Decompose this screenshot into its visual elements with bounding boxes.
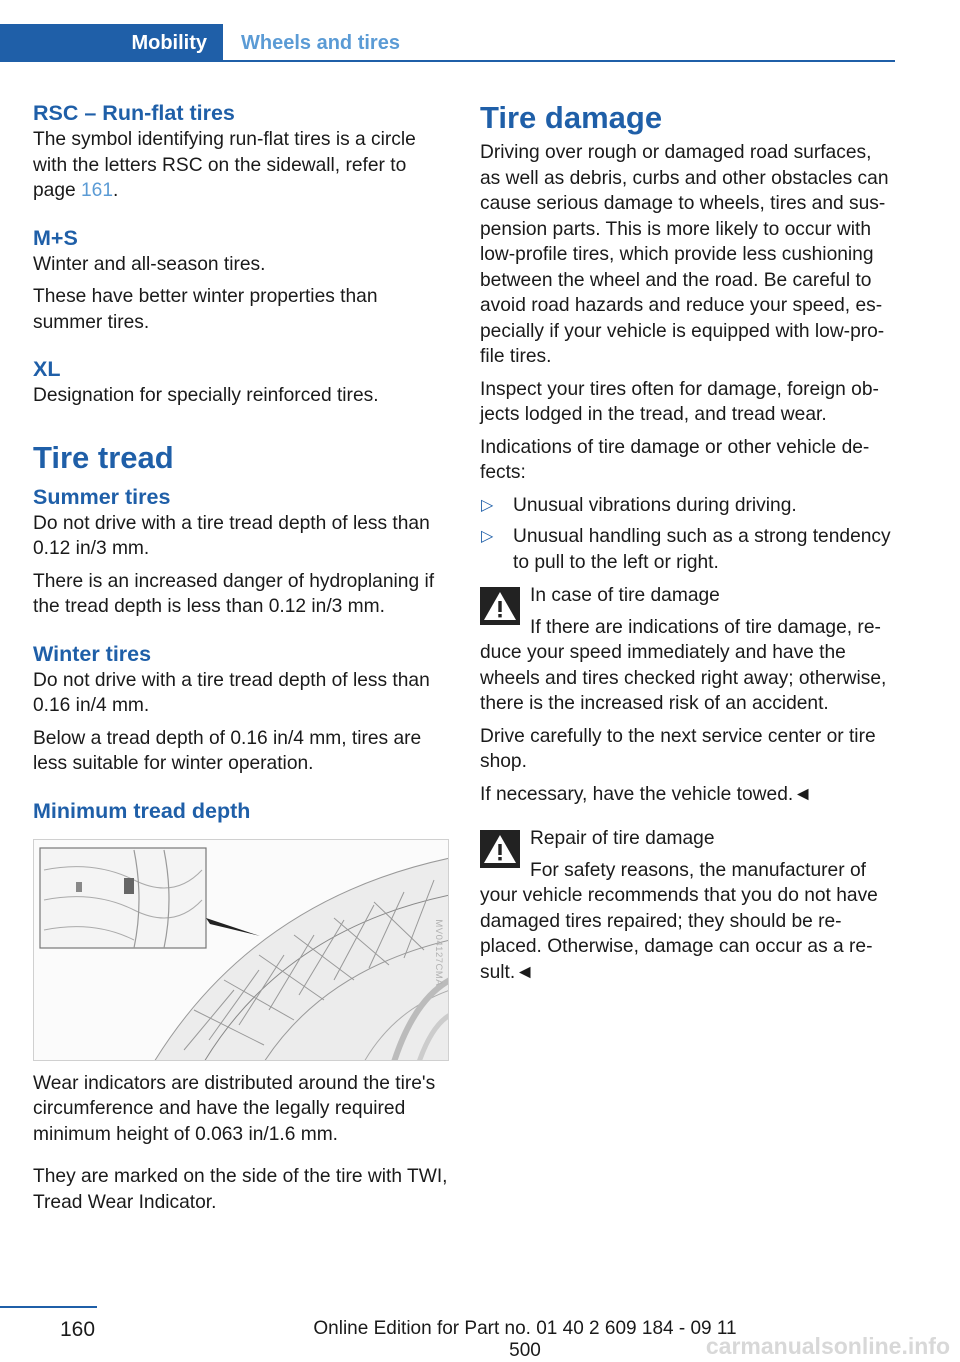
warning-repair: [480, 826, 896, 985]
tire-tread-figure: [33, 839, 449, 1061]
warning-triangle-icon: [480, 587, 520, 625]
wear-paragraph-2: They are marked on the side of the tire with TWI, Tread Wear Indicator.: [33, 1166, 448, 1213]
warning-paragraph-2: Drive carefully to the next service center or tire shop.: [480, 725, 876, 772]
page-header: [0, 24, 895, 62]
list-item-text: Unusual handling such as a strong tendency to pull to the left or right.: [513, 526, 891, 573]
warning-title: Repair of tire damage: [530, 828, 715, 849]
damage-paragraph-2: Inspect your tires often for damage, foreign ob-jects lodged in the tread, and tread wear.: [480, 378, 879, 425]
warning-title: In case of tire damage: [530, 585, 720, 606]
section-tab-mobility: Mobility: [0, 24, 223, 62]
page-number: 160: [60, 1318, 96, 1341]
warning-paragraph-1: If there are indications of tire damage, re-duce your speed immediately and have the wheels and tires checked right away; otherwise, there is the increased risk of an accident.: [480, 616, 887, 714]
rsc-text-end: .: [113, 180, 119, 201]
bullet-triangle-icon: ▷: [481, 496, 494, 514]
tire-tread-heading: Tire tread: [33, 439, 174, 475]
figure-code: MV04127CMA: [433, 918, 445, 986]
summer-paragraph-2: There is an increased danger of hydroplaning if the tread depth is less than 0.12 in/3 mm.: [33, 570, 435, 617]
damage-paragraph-1: Driving over rough or damaged road surfaces, as well as debris, curbs and other obstacles can cause serious damage to wheels, tires and sus-pension parts. This is more likely to occur with low-profile tires, which provide less cushioning between the wheel and the road. Be careful to avoid road hazards and reduce your speed, es-pecially if your vehicle is equipped with low-pro-file tires.: [480, 142, 889, 367]
list-item-text: Unusual vibrations during driving.: [513, 494, 797, 516]
damage-paragraph-3: Indications of tire damage or other vehicle de-fects:: [480, 436, 870, 483]
rsc-text: The symbol identifying run-flat tires is a circle with the letters RSC on the sidewall, refer to page: [33, 129, 416, 201]
summer-tires-heading: Summer tires: [33, 484, 171, 509]
winter-paragraph-2: Below a tread depth of 0.16 in/4 mm, tires are less suitable for winter operation.: [33, 727, 422, 774]
left-column: [33, 100, 449, 1222]
footer-rule: [0, 1306, 97, 1308]
summer-paragraph-1: Do not drive with a tire tread depth of less than 0.12 in/3 mm.: [33, 512, 430, 559]
wear-paragraph-1: Wear indicators are distributed around the tire's circumference and have the legally required minimum height of 0.063 in/1.6 mm.: [33, 1072, 436, 1145]
ms-paragraph-2: These have better winter properties than summer tires.: [33, 286, 378, 333]
ms-heading: M+S: [33, 225, 78, 250]
rsc-paragraph: [33, 127, 449, 204]
warning-tire-damage: [480, 583, 896, 807]
chapter-tab-wheels-and-tires: Wheels and tires: [241, 31, 400, 54]
tire-damage-heading: Tire damage: [480, 100, 663, 135]
damage-indications-list: [480, 493, 896, 576]
winter-paragraph-1: Do not drive with a tire tread depth of less than 0.16 in/4 mm.: [33, 669, 430, 716]
rsc-heading: RSC – Run-flat tires: [33, 101, 235, 125]
list-item: [480, 524, 896, 575]
site-watermark: carmanualsonline.info: [705, 1333, 950, 1359]
ms-paragraph-1: Winter and all-season tires.: [33, 253, 266, 275]
header-rule: [0, 60, 895, 62]
warning-triangle-icon: [480, 830, 520, 868]
list-item: [480, 493, 896, 519]
xl-paragraph: Designation for specially reinforced tires.: [33, 385, 379, 406]
minimum-tread-depth-heading: Minimum tread depth: [33, 798, 251, 823]
xl-heading: XL: [33, 357, 61, 381]
tire-illustration: [34, 840, 449, 1061]
winter-tires-heading: Winter tires: [33, 641, 152, 666]
warning-paragraph-3: If necessary, have the vehicle towed.◄: [480, 783, 813, 805]
edition-line: Online Edition for Part no. 01 40 2 609 184 - 09 11 500: [313, 1318, 737, 1361]
right-column: [480, 100, 896, 992]
bullet-triangle-icon: ▷: [481, 528, 494, 545]
warning-paragraph-1: For safety reasons, the manufacturer of your vehicle recommends that you do not have damaged tires repaired; they should be re-placed. Otherwise, damage can occur as a re-sult.◄: [480, 859, 878, 983]
page-link-161[interactable]: 161: [81, 180, 114, 201]
